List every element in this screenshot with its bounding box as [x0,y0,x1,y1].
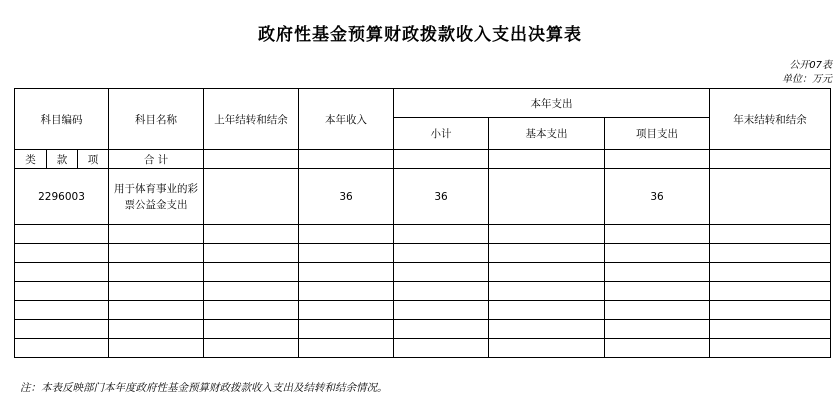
header-class: 类 [15,150,47,169]
unit-label: 单位：万元 [782,74,832,85]
empty-cell [299,339,394,358]
empty-cell [15,225,109,244]
empty-cell [605,244,710,263]
header-project: 项目支出 [605,118,710,150]
row-code: 2296003 [15,169,109,225]
empty-cell [394,263,489,282]
empty-cell [710,339,831,358]
empty-cell [605,301,710,320]
empty-cell [710,282,831,301]
empty-cell [204,263,299,282]
empty-cell [605,339,710,358]
empty-cell [394,339,489,358]
empty-cell [15,244,109,263]
empty-cell [710,301,831,320]
empty-cell [394,282,489,301]
empty-cell [394,320,489,339]
empty-row [15,320,831,339]
empty-cell [299,225,394,244]
empty-cell [109,339,204,358]
empty-cell [489,244,605,263]
table-code: 公开07表 [789,60,832,71]
empty-cell [15,301,109,320]
empty-rows [15,225,831,358]
empty-cell [204,282,299,301]
empty-cell [15,339,109,358]
empty-cell [489,282,605,301]
empty-cell [299,320,394,339]
row-project: 36 [605,169,710,225]
total-cell [710,150,831,169]
empty-cell [204,339,299,358]
empty-cell [299,301,394,320]
total-cell [204,150,299,169]
empty-row [15,263,831,282]
empty-cell [15,263,109,282]
empty-cell [109,244,204,263]
header-expenditure: 本年支出 [394,89,710,118]
empty-cell [299,244,394,263]
total-cell [394,150,489,169]
empty-cell [109,282,204,301]
empty-cell [109,320,204,339]
total-cell [299,150,394,169]
empty-cell [394,225,489,244]
empty-cell [605,263,710,282]
empty-cell [489,339,605,358]
empty-cell [489,263,605,282]
empty-cell [109,225,204,244]
table-row [15,169,831,225]
empty-cell [299,282,394,301]
total-cell [489,150,605,169]
empty-cell [489,320,605,339]
empty-row [15,244,831,263]
row-last-year [204,169,299,225]
empty-row [15,301,831,320]
empty-cell [299,263,394,282]
header-income: 本年收入 [299,89,394,150]
empty-cell [394,244,489,263]
empty-cell [489,225,605,244]
empty-row [15,225,831,244]
header-subject-name: 科目名称 [109,89,204,150]
row-income: 36 [299,169,394,225]
page-title: 政府性基金预算财政拨款收入支出决算表 [258,25,582,45]
total-cell [605,150,710,169]
header-year-end-balance: 年末结转和结余 [710,89,831,150]
empty-cell [710,244,831,263]
empty-cell [710,225,831,244]
empty-cell [15,320,109,339]
row-year-end [710,169,831,225]
row-name: 用于体育事业的彩票公益金支出 [109,169,204,225]
empty-row [15,282,831,301]
empty-cell [605,282,710,301]
empty-cell [109,301,204,320]
header-item: 项 [78,150,109,169]
header-section: 款 [47,150,78,169]
empty-cell [204,301,299,320]
header-total: 合 计 [109,150,204,169]
empty-row [15,339,831,358]
header-last-year-balance: 上年结转和结余 [204,89,299,150]
header-basic: 基本支出 [489,118,605,150]
budget-table [14,88,831,358]
empty-cell [204,225,299,244]
empty-cell [204,244,299,263]
empty-cell [710,320,831,339]
empty-cell [109,263,204,282]
empty-cell [605,320,710,339]
footnote: 注：本表反映部门本年度政府性基金预算财政拨款收入支出及结转和结余情况。 [20,382,388,394]
empty-cell [394,301,489,320]
empty-cell [15,282,109,301]
row-subtotal: 36 [394,169,489,225]
empty-cell [710,263,831,282]
empty-cell [204,320,299,339]
empty-cell [605,225,710,244]
empty-cell [489,301,605,320]
header-subtotal: 小计 [394,118,489,150]
row-basic [489,169,605,225]
header-subject-code: 科目编码 [15,89,109,150]
